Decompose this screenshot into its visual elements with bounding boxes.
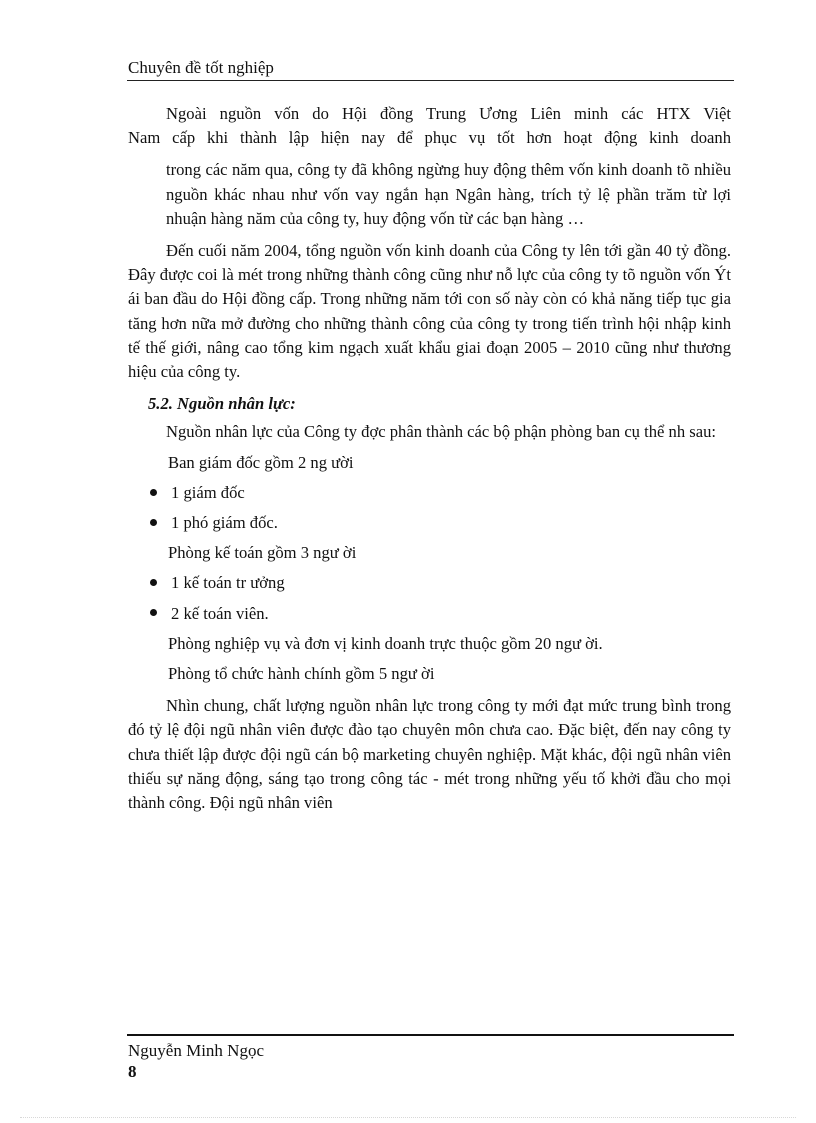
operations-line: Phòng nghiệp vụ và đơn vị kinh doanh trực thuộc gồm 20 ngư ời. (168, 633, 603, 653)
paragraph-3: Nguồn nhân lực của Công ty đợc phân thành các bộ phận phòng ban cụ thể nh sau: (166, 422, 717, 442)
paragraph-2: Đến cuối năm 2004, tổng nguồn vốn kinh doanh của Công ty lên tới gần 40 tỷ đồng. Đây được coi là mét trong những thành công cũng như nỗ lực của công ty tõ nguồn vốn Ýt ái ban đầu do Hội đồng cấp. Trong những năm tới con số này còn có khả năng tiếp tục gia tăng hơn nữa mở đường cho những thành công của công ty trong tiến trình hội nhập kinh tế thế giới, nâng cao tổng kim ngạch xuất khẩu giai đoạn 2005 – 2010 cũng như thương hiệu của công ty. (128, 241, 731, 382)
bullet-icon (150, 609, 157, 616)
list-item (150, 602, 731, 626)
accounting-line: Phòng kế toán gồm 3 ngư ời (168, 543, 357, 563)
header-rule (127, 80, 734, 81)
bottom-dotted-line (20, 1117, 796, 1118)
list-item (150, 481, 731, 505)
list-item-label: 1 kế toán tr ưởng (171, 573, 285, 593)
paragraph-4: Nhìn chung, chất lượng nguồn nhân lực trong công ty mới đạt mức trung bình trong đó tỷ lệ đội ngũ nhân viên được đào tạo chuyên môn chưa cao. Đặc biệt, đến nay công ty chưa thiết lập được đội ngũ cán bộ marketing chuyên nghiệp. Mặt khác, đội ngũ nhân viên thiếu sự năng động, sáng tạo trong công tác - mét trong những yếu tố khởi đầu cho mọi thành công. Đội ngũ nhân viên (128, 696, 731, 813)
document-body (128, 102, 731, 815)
footer-author: Nguyễn Minh Ngọc (128, 1041, 264, 1060)
list-item (150, 511, 731, 535)
bullet-icon (150, 579, 157, 586)
paragraph-1-line-2: Nam cấp khi thành lập hiện nay để phục vụ tốt hơn hoạt động kinh doanh (128, 128, 731, 148)
list-item-label: 1 giám đốc (171, 482, 245, 502)
bullet-icon (150, 519, 157, 526)
directors-line: Ban giám đốc gồm 2 ng ười (168, 452, 354, 472)
list-item-label: 1 phó giám đốc. (171, 513, 278, 533)
bullet-icon (150, 489, 157, 496)
footer-rule (127, 1034, 734, 1036)
paragraph-1-line-1: Ngoài nguồn vốn do Hội đồng Trung Ương Liên minh các HTX Việt (166, 104, 731, 123)
header-title: Chuyên đề tốt nghiệp (128, 58, 274, 77)
admin-line: Phòng tổ chức hành chính gồm 5 ngư ời (168, 664, 435, 684)
list-item (150, 571, 731, 595)
paragraph-1-continued: trong các năm qua, công ty đã không ngừng huy động thêm vốn kinh doanh tõ nhiều nguồn khác nhau như vốn vay ngắn hạn Ngân hàng, trích tỷ lệ phần trăm từ lợi nhuận hàng năm của công ty, huy động vốn từ các bạn hàng … (166, 160, 731, 228)
list-item-label: 2 kế toán viên. (171, 603, 269, 623)
section-heading-5-2: 5.2. Nguồn nhân lực: (148, 394, 296, 414)
page-number: 8 (128, 1062, 137, 1081)
